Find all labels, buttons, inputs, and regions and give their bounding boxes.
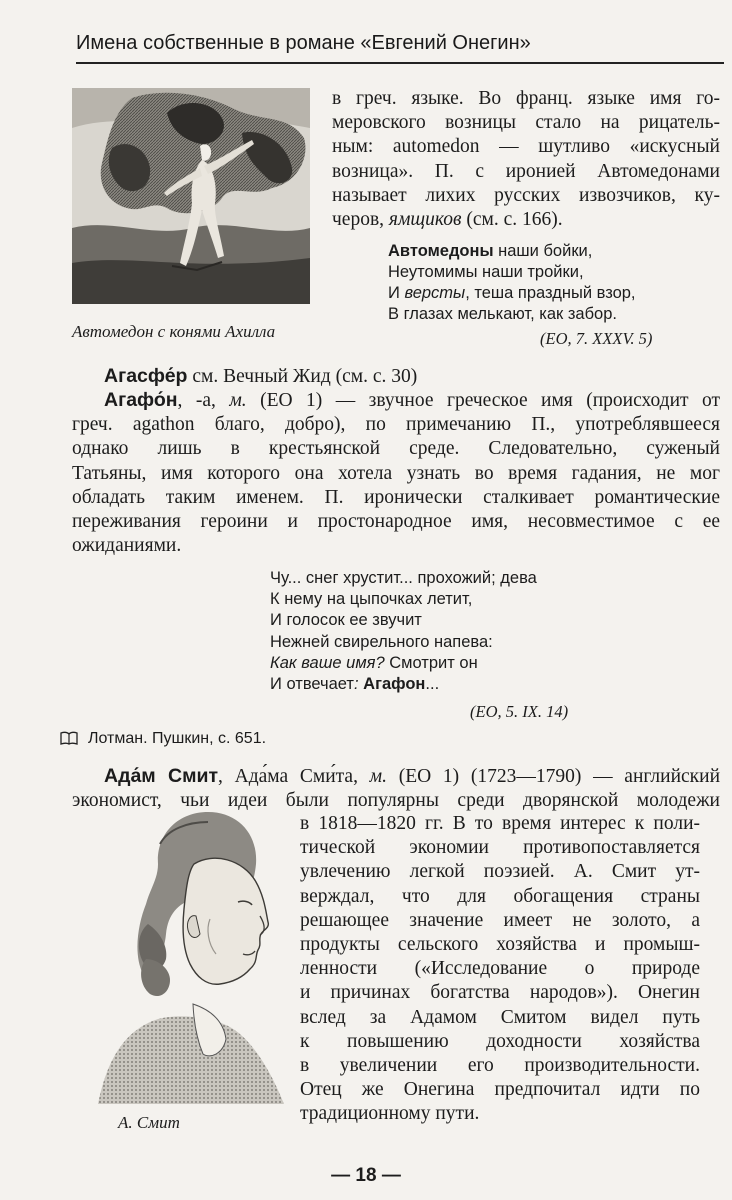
text-line: увлечению легкой поэзией. А. Смит ут- xyxy=(300,861,700,883)
text-line-last: черов, ямщиков (см. с. 166). xyxy=(332,209,563,231)
text-line: и причинах богатства народов»). Онегин xyxy=(300,982,700,1004)
running-header: Имена собственные в романе «Евгений Онегин» xyxy=(76,30,724,64)
poem-line: И голосок ее звучит xyxy=(270,611,422,630)
text-line: меровского возницы стало на рицатель- xyxy=(332,112,720,134)
automedon-entry-text xyxy=(332,87,720,232)
text-line: переживания героини и простонародное имя, несовместимое с ее xyxy=(72,511,720,533)
automedon-poem xyxy=(388,241,636,325)
text-line: верждал, что для обогащения страны xyxy=(300,885,700,907)
poem-line: Чу... снег хрустит... прохожий; дева xyxy=(270,569,537,587)
adam-smith-portrait xyxy=(98,804,284,1104)
text-line: ленности («Исследование о природе xyxy=(300,958,700,980)
automedon-caption: Автомедон с конями Ахилла xyxy=(72,322,276,341)
agafon-poem xyxy=(270,568,537,695)
open-book-icon xyxy=(60,731,78,750)
poem-line: И версты, теша праздный взор, xyxy=(388,284,636,302)
poem-source: (ЕО, 7. XXXV. 5) xyxy=(540,329,653,348)
poem-line: К нему на цыпочках летит, xyxy=(270,590,473,609)
text-line: Ада́м Смит, Ада́ма Сми́та, м. (ЕО 1) (1723—1790) — английский xyxy=(104,765,721,787)
headword: Агасфе́р xyxy=(104,365,188,387)
text-line: в увеличении его производительности. xyxy=(300,1055,700,1077)
text-line: называет лихих русских извозчиков, ку- xyxy=(332,184,720,206)
poem-line: Как ваше имя? Смотрит он xyxy=(270,653,478,672)
text-line: в греч. языке. Во франц. языке имя го- xyxy=(332,88,720,109)
agafon-entry xyxy=(72,388,720,558)
poem-line: Автомедоны наши бойки, xyxy=(388,242,593,260)
text-line: решающее значение имеет не золото, а xyxy=(300,909,700,931)
text-line: возница». П. с иронией Автомедонами xyxy=(332,160,720,182)
emphasis: ямщиков xyxy=(388,209,462,231)
headword: Агафо́н xyxy=(104,389,178,411)
text-line: к повышению доходности хозяйства xyxy=(300,1030,700,1052)
poem-line: И отвечает: Агафон... xyxy=(270,675,440,694)
text-line: греч. agathon благо, добро), по примечанию П., употреблявшееся xyxy=(72,414,720,436)
text-line: Агафо́н, -а, м. (ЕО 1) — звучное греческое имя (происходит от xyxy=(104,389,720,411)
literature-reference: Лотман. Пушкин, с. 651. xyxy=(60,730,266,750)
poem-line: Нежней свирельного напева: xyxy=(270,632,493,651)
text-line: ным: automedon — шутливо «искусный xyxy=(332,136,720,158)
text-line: продукты сельского хозяйства и промыш- xyxy=(300,934,700,956)
headword: Ада́м Смит xyxy=(104,765,219,787)
automedon-illustration xyxy=(72,88,310,304)
text-line: Отец же Онегина предпочитал идти по xyxy=(300,1079,700,1101)
text-line: вслед за Адамом Смитом видел путь xyxy=(300,1006,700,1028)
text-line: тической экономии противопоставляется xyxy=(300,837,700,859)
smith-caption: А. Смит xyxy=(118,1113,180,1132)
text-line: экономист, чьи идеи были популярны среди дворянской молодежи xyxy=(72,790,720,812)
poem-headword: Автомедоны xyxy=(388,242,494,260)
poem-source: (ЕО, 5. IX. 14) xyxy=(470,702,569,721)
text-line: Татьяны, имя которого она хотела узнать во время гадания, не мог xyxy=(72,462,720,484)
poem-line: В глазах мелькают, как забор. xyxy=(388,305,617,323)
poem-line: Неутомимы наши тройки, xyxy=(388,263,584,281)
text-line-last: ожиданиями. xyxy=(72,535,182,557)
text-line: обладать таким именем. П. иронически сталкивает романтические xyxy=(72,486,720,508)
text-line: однако лишь в крестьянской среде. Следовательно, суженый xyxy=(72,438,720,460)
text-line: в 1818—1820 гг. В то время интерес к поли- xyxy=(300,813,700,834)
agasfer-entry: Агасфе́р см. Вечный Жид (см. с. 30) xyxy=(104,365,418,387)
page-number: — 18 — xyxy=(331,1165,401,1186)
smith-entry-text xyxy=(300,812,700,1127)
text-line-last: традиционному пути. xyxy=(300,1103,480,1125)
